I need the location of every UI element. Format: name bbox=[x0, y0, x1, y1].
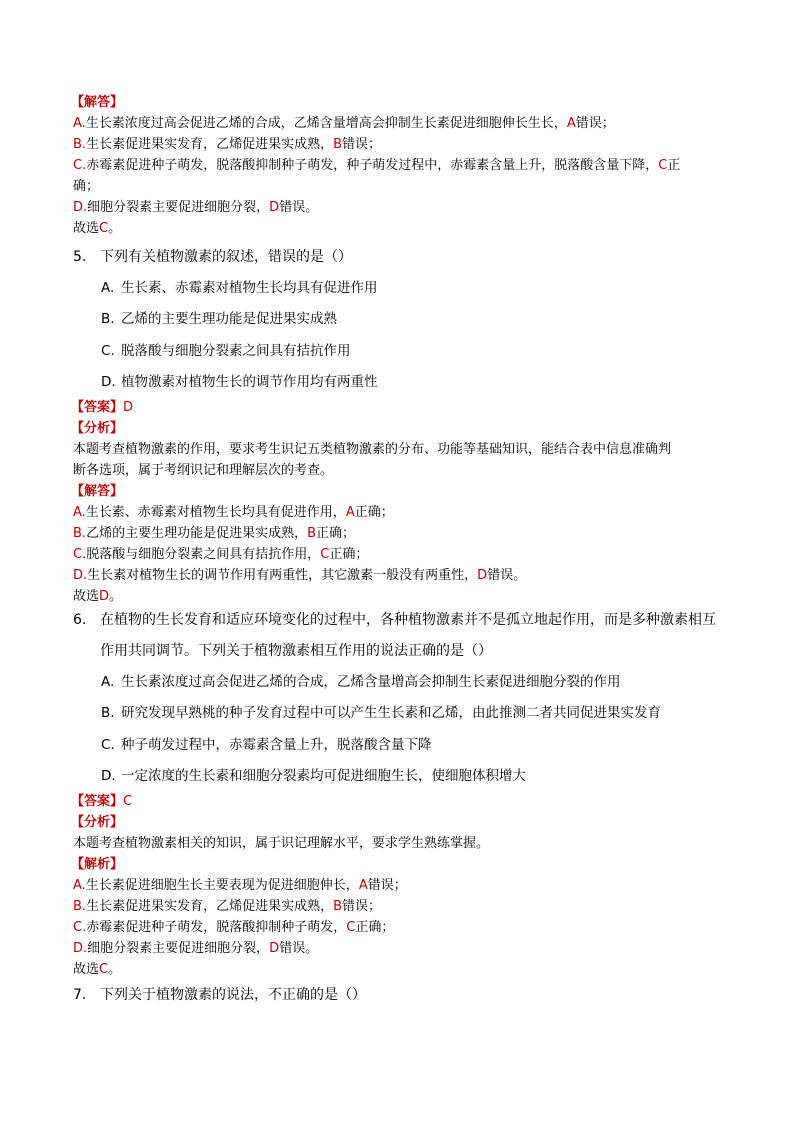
analysis-text: 本题考查植物激素的作用，要求考生识记五类植物激素的分布、功能等基础知识，能结合表中信息准确判 bbox=[73, 442, 672, 457]
solution-line-d: D.细胞分裂素主要促进细胞分裂，D错误。 bbox=[73, 200, 319, 215]
solution-line-d: D.生长素对植物生长的调节作用有两重性，其它激素一般没有两重性，D错误。 bbox=[73, 568, 527, 583]
option-d: D. 植物激素对植物生长的调节作用均有两重性 bbox=[101, 373, 378, 390]
solution-line-a: A.生长素、赤霉素对植物生长均具有促进作用，A正确； bbox=[73, 505, 394, 520]
question-6 bbox=[73, 605, 723, 792]
solution-line-b: B.生长素促进果实发育，乙烯促进果实成熟，B错误； bbox=[73, 137, 382, 152]
option-a: A. 生长素浓度过高会促进乙烯的合成，乙烯含量增高会抑制生长素促进细胞分裂的作用 bbox=[101, 674, 621, 690]
solution-line-c: C.脱落酸与细胞分裂素之间具有拮抗作用，C正确； bbox=[73, 547, 369, 562]
analysis-text: 本题考查植物激素相关的知识，属于识记理解水平，要求学生熟练掌握。 bbox=[73, 836, 490, 851]
conclusion-line: 故选C。 bbox=[73, 962, 122, 977]
solution-line-a: A.生长素促进细胞生长主要表现为促进细胞伸长，A错误； bbox=[73, 878, 407, 893]
solution-line-c-cont: 确； bbox=[73, 179, 100, 194]
question-stem-cont: 作用共同调节。下列关于植物激素相互作用的说法正确的是（） bbox=[100, 643, 492, 659]
solution-line-c: C.赤霉素促进种子萌发，脱落酸抑制种子萌发，种子萌发过程中，赤霉素含量上升，脱落酸含量下降，C正 bbox=[73, 158, 681, 173]
question-stem: 5. 下列有关植物激素的叙述，错误的是（） bbox=[73, 242, 723, 273]
solution-line-b: B.生长素促进果实发育，乙烯促进果实成熟，B错误； bbox=[73, 899, 382, 914]
question-stem: 6. 在植物的生长发育和适应环境变化的过程中，各种植物激素并不是孤立地起作用，而是多种激素相互 bbox=[73, 605, 723, 636]
option-b: B. 乙烯的主要生理功能是促进果实成熟 bbox=[101, 311, 337, 328]
conclusion-line: 故选D。 bbox=[73, 589, 123, 604]
solution-line-a: A.生长素浓度过高会促进乙烯的合成，乙烯含量增高会抑制生长素促进细胞伸长生长，A错误； bbox=[73, 116, 615, 131]
solution-line-d: D.细胞分裂素主要促进细胞分裂，D错误。 bbox=[73, 941, 319, 956]
question-stem: 7. 下列关于植物激素的说法，不正确的是（） bbox=[73, 980, 723, 1011]
solution-header: 【解析】 bbox=[71, 857, 124, 872]
question-number: 6. bbox=[73, 612, 87, 628]
answer-line: 【答案】C bbox=[71, 794, 133, 809]
solution-line-c: C.赤霉素促进种子萌发，脱落酸抑制种子萌发，C正确； bbox=[73, 920, 395, 935]
question-6-explanation bbox=[73, 791, 723, 980]
option-c: C. 种子萌发过程中，赤霉素含量上升，脱落酸含量下降 bbox=[101, 736, 432, 753]
solution-header: 【解答】 bbox=[71, 484, 124, 499]
question-number: 5. bbox=[73, 249, 87, 265]
option-a: A. 生长素、赤霉素对植物生长均具有促进作用 bbox=[101, 280, 378, 296]
analysis-header: 【分析】 bbox=[71, 421, 124, 436]
solution-line-b: B.乙烯的主要生理功能是促进果实成熟，B正确； bbox=[73, 526, 356, 541]
prev-solution-section bbox=[73, 92, 723, 239]
question-7 bbox=[73, 980, 723, 1011]
question-number: 7. bbox=[73, 987, 87, 1003]
option-d: D. 一定浓度的生长素和细胞分裂素均可促进细胞生长，使细胞体积增大 bbox=[101, 767, 526, 784]
question-5-explanation bbox=[73, 397, 723, 607]
option-b: B. 研究发现早熟桃的种子发育过程中可以产生生长素和乙烯，由此推测二者共同促进果实发育 bbox=[101, 705, 661, 722]
question-5 bbox=[73, 242, 723, 398]
answer-line: 【答案】D bbox=[71, 400, 134, 415]
solution-header: 【解答】 bbox=[71, 95, 124, 110]
option-c: C. 脱落酸与细胞分裂素之间具有拮抗作用 bbox=[101, 342, 351, 359]
analysis-header: 【分析】 bbox=[71, 815, 124, 830]
analysis-text-cont: 断各选项，属于考纲识记和理解层次的考查。 bbox=[73, 463, 334, 478]
conclusion-line: 故选C。 bbox=[73, 221, 122, 236]
